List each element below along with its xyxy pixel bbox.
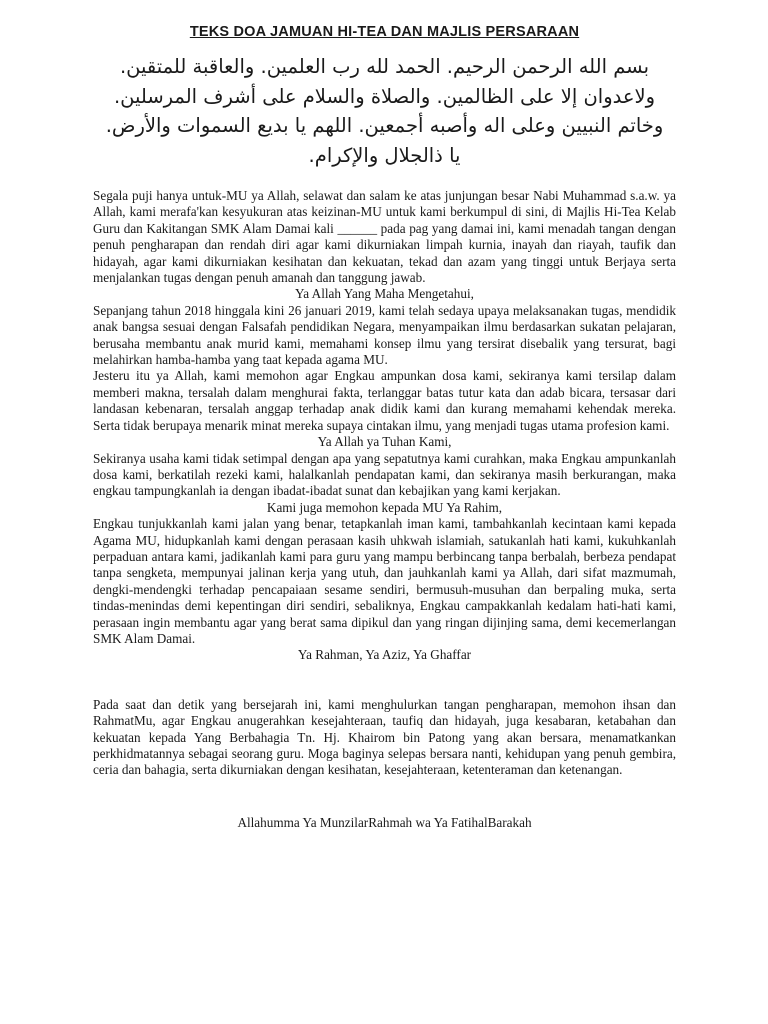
paragraph-opening: Segala puji hanya untuk-MU ya Allah, selawat dan salam ke atas junjungan besar Nabi Muhammad s.a.w. ya Allah, kami merafa'kan kesyukuran atas keizinan-MU untuk kami berkumpul di sini, di Majlis Hi-Tea Kelab Guru dan Kakitangan SMK Alam Damai kali ______ pada pag yang damai ini, kami menadah tangan dengan penuh pengharapan dan rendah diri agar kami dikurniakan limpah kurnia, inayah dan riayah, taufik dan hidayah, agar kami dikurniakan kesihatan dan kekuatan, tekad dan azam yang tinggi untuk Berjaya serta menjalankan tugas dengan penuh amanah dan tanggung jawab. [93, 188, 676, 286]
invocation-heading: Ya Rahman, Ya Aziz, Ya Ghaffar [297, 647, 472, 663]
invocation-heading: Ya Allah Yang Maha Mengetahui, [295, 286, 474, 302]
prayer-body [93, 188, 676, 831]
arabic-line: بسم الله الرحمن الرحيم. الحمد لله رب العلمين. والعاقبة للمتقين. [119, 55, 649, 78]
closing-invocation: Allahumma Ya MunzilarRahmah wa Ya FatihalBarakah [237, 814, 532, 830]
paragraph-guidance: Engkau tunjukkanlah kami jalan yang benar, tetapkanlah iman kami, tambahkanlah kecintaan kami kepada Agama MU, hidupkanlah kami dengan perasaan kasih uhkwah islamiah, satukanlah hati kami, kukuhkanlah perpaduan antara kami, jadikanlah kami para guru yang mampu berbincang tanpa berbalah, berbeza pendapat tanpa sengketa, mempunyai jalinan kerja yang utuh, dan jauhkanlah kami ya Allah, dari sifat mazmumah, dengki-mendengki terhadap pencapaiaan sesame sendiri, bermusuh-musuhan dan berpaling muka, serta tindas-menindas demi kepentingan diri sendiri, sebaliknya, Engkau campakkanlah kedalam hati-hati kami, perasaan ingin membantu agar yang berat sama dipikul dan yang ringan dijinjing sama, demi kecemerlangan SMK Alam Damai. [93, 516, 676, 646]
invocation-heading: Kami juga memohon kepada MU Ya Rahim, [266, 499, 503, 515]
arabic-line: يا ذالجلال والإكرام. [308, 143, 461, 167]
document-title: TEKS DOA JAMUAN HI-TEA DAN MAJLIS PERSARAAN [189, 24, 580, 40]
paragraph-effort: Sekiranya usaha kami tidak setimpal dengan apa yang sepatutnya kami curahkan, maka Engkau ampunkanlah dosa kami, berkatilah rezeki kami, halalkanlah pendapatan kami, dan sekiranya masih berkurangan, maka engkau tampungkanlah ia dengan ibadat-ibadat sunat dan kebajikan yang kami kerjakan. [93, 450, 676, 499]
arabic-opening-prayer [93, 52, 676, 170]
paragraph-forgiveness: Jesteru itu ya Allah, kami memohon agar Engkau ampunkan dosa kami, sekiranya kami tersilap dalam memberi makna, tersalah dalam menghurai fakta, terlanggar batas tutur kata dan adab bicara, tersasar dari landasan kebenaran, tersalah anggap terhadap anak didik kami dan kurang memahami kehendak mereka. Serta tidak berupaya menarik minat mereka supaya cintakan ilmu, yang menjadi tugas utama profesion kami. [93, 368, 676, 433]
arabic-line: وخاتم النبيين وعلى اله وأصبه أجمعين. اللهم يا بديع السموات والأرض. [105, 114, 664, 137]
invocation-heading: Ya Allah ya Tuhan Kami, [317, 434, 452, 450]
paragraph-service: Sepanjang tahun 2018 hinggala kini 26 januari 2019, kami telah sedaya upaya melaksanakan tugas, mendidik anak bangsa sesuai dengan Falsafah pendidikan Negara, menyampaikan ilmu berdasarkan sukatan pelajaran, berusaha membantu anak murid kami, memahami konsep ilmu yang tersirat disebalik yang tersurat, bagi melahirkan hamba-hamba yang taat kepada agama MU. [93, 302, 676, 368]
paragraph-retirement: Pada saat dan detik yang bersejarah ini, kami menghulurkan tangan pengharapan, memohon ihsan dan RahmatMu, agar Engkau anugerahkan kesejahteraan, taufiq dan hidayah, juga kesabaran, ketabahan dan kekuatan kepada Yang Berbahagia Tn. Hj. Khairom bin Patong yang akan bersara, menamatkankan perkhidmatannya sebagai seorang guru. Moga baginya selepas bersara nanti, kehidupan yang penuh gembira, ceria dan bahagia, serta dikurniakan dengan kesihatan, kesejahteraan, ketenteraman dan ketenangan. [93, 696, 676, 778]
arabic-line: ولاعدوان إلا على الظالمين. والصلاة والسلام على أشرف المرسلين. [113, 84, 656, 108]
